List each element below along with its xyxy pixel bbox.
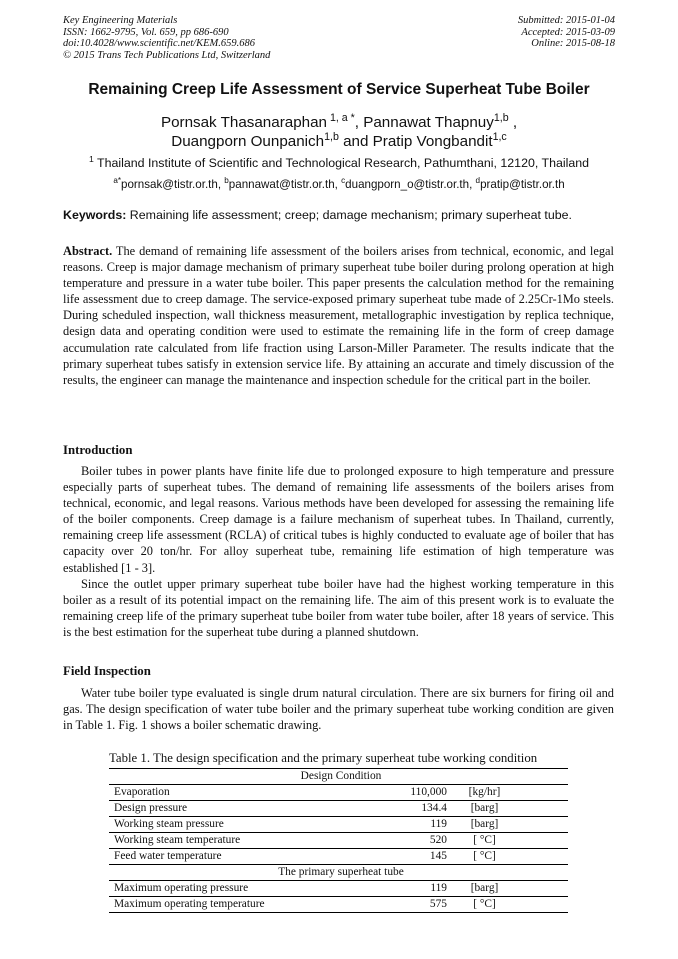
table-row: Maximum operating temperature 575 [ °C] xyxy=(109,897,568,913)
journal-header-left xyxy=(63,15,270,61)
table-row: Maximum operating pressure 119 [barg] xyxy=(109,881,568,897)
paper-title: Remaining Creep Life Assessment of Service Superheat Tube Boiler xyxy=(88,81,590,98)
author-name: Pannawat Thapnuy xyxy=(363,114,494,131)
email-list: $^{a*}$pornsak@tistr.or.th, $^b$pannawat@tistr.or.th, $^c$duangporn_o@tistr.or.th, $^d$pratip@tistr.or.th xyxy=(113,176,565,191)
table-section-header: The primary superheat tube xyxy=(278,866,404,878)
abstract xyxy=(63,243,614,388)
design-spec-table xyxy=(109,768,568,913)
table-row: Feed water temperature 145 [ °C] xyxy=(109,849,568,865)
intro-paragraph-1: Boiler tubes in power plants have finite life due to prolonged exposure to high temperature and pressure especially parts of superheat tubes. The demand of remaining life assessments of the boilers arises from technical, economic, and legal reasons. Various methods have been developed for assessing the remaining life of the boiler components. Creep damage is a failure mechanism of superheat tubes. In Thailand, currently, remaining creep life assessment (RCLA) of critical tubes is highly conducted to evaluate age of boiler that has capacity over 20 ton/hr. For alloy superheat tube, remaining life estimation of high temperature was established [1 - 3]. xyxy=(63,464,614,575)
journal-name: Key Engineering Materials xyxy=(63,15,178,26)
field-inspection-paragraph: Water tube boiler type evaluated is single drum natural circulation. There are six burners for firing oil and gas. The design specification of water tube boiler and the primary superheat tube working condition are given in Table 1. Fig. 1 shows a boiler schematic drawing. xyxy=(63,686,614,733)
intro-paragraph-2: Since the outlet upper primary superheat tube boiler have had the highest working temperature in this boiler as a result of its potential impact on the remaining life. The aim of this present work is to evaluate the remaining creep life of the primary superheat tube boiler from water tube boiler, after 18 years of service. This is the best estimation for the superheat tube during a planned shutdown. xyxy=(63,577,614,640)
journal-header-right xyxy=(518,15,615,50)
section-heading-field-inspection: Field Inspection xyxy=(63,664,151,678)
table-caption: Table 1. The design specification and the primary superheat tube working condition xyxy=(109,751,538,765)
email: pannawat@tistr.or.th, xyxy=(228,178,342,191)
author-name: Pratip Vongbandit xyxy=(372,133,493,150)
abstract-label: Abstract. xyxy=(63,244,113,258)
table-row: Working steam pressure 119 [barg] xyxy=(109,817,568,833)
issn: ISSN: 1662-9795, Vol. 659, pp 686-690 xyxy=(63,26,229,38)
author-name: Duangporn Ounpanich xyxy=(171,133,325,150)
email: pratip@tistr.or.th xyxy=(480,178,565,191)
table-section-header: Design Condition xyxy=(300,770,382,782)
submitted-date: Submitted: 2015-01-04 xyxy=(517,15,615,26)
accepted-date: Accepted: 2015-03-09 xyxy=(521,26,615,38)
author-sup: 1,c xyxy=(492,130,507,143)
table-row: Evaporation 110,000 [kg/hr] xyxy=(109,785,568,801)
copyright: © 2015 Trans Tech Publications Ltd, Switzerland xyxy=(63,49,271,61)
section-heading-introduction: Introduction xyxy=(63,443,133,457)
author-sup: 1,b xyxy=(324,130,339,143)
table-row: Working steam temperature 520 [ °C] xyxy=(109,833,568,849)
email: pornsak@tistr.or.th, xyxy=(121,178,225,191)
affiliation: $^1$ Thailand Institute of Scientific and Technological Research, Pathumthani, 12120, Thailand xyxy=(88,153,590,170)
email: duangporn_o@tistr.or.th, xyxy=(345,178,476,191)
author-sup: 1,b xyxy=(493,111,509,124)
online-date: Online: 2015-08-18 xyxy=(531,38,615,49)
abstract-text: The demand of remaining life assessment of the boilers arises from technical, economic, and legal reasons. Creep is major damage mechanism of primary superheat tube boiler during prolong operation at high temperature and pressure in a water tube boiler. This paper presents the calculation method for the remaining life assessment due to creep damage. The service-exposed primary superheat tube made of 2.25Cr-1Mo steels. During scheduled inspection, wall thickness measurement, metallographic investigation by replica technique, design data and operating condition were used to estimate the remaining life in the form of creep damage accumulation rate calculated from life fraction using Larson-Miller Parameter. The results indicate that the primary superheat tubes satisfy in extension service life. By attaining an accurate and timely discussion of the results, the engineer can manage the maintenance and inspection schedule for the critical part in the boiler. xyxy=(63,244,614,387)
author-sup: 1, a * xyxy=(327,111,355,124)
author-list: Pornsak Thasanaraphan $^{1, a *}$, Pannawat Thapnuy$^{1,b}$ , Duangporn Ounpanich$^{1,b}$ and Pratip Vongbandit$^{1,c}$ xyxy=(160,111,518,150)
table-row: Design pressure 134.4 [barg] xyxy=(109,801,568,817)
keywords: Keywords: Remaining life assessment; creep; damage mechanism; primary superheat tube. xyxy=(63,208,572,222)
doi: doi:10.4028/www.scientific.net/KEM.659.686 xyxy=(63,38,255,49)
author-name: Pornsak Thasanaraphan xyxy=(160,114,327,131)
